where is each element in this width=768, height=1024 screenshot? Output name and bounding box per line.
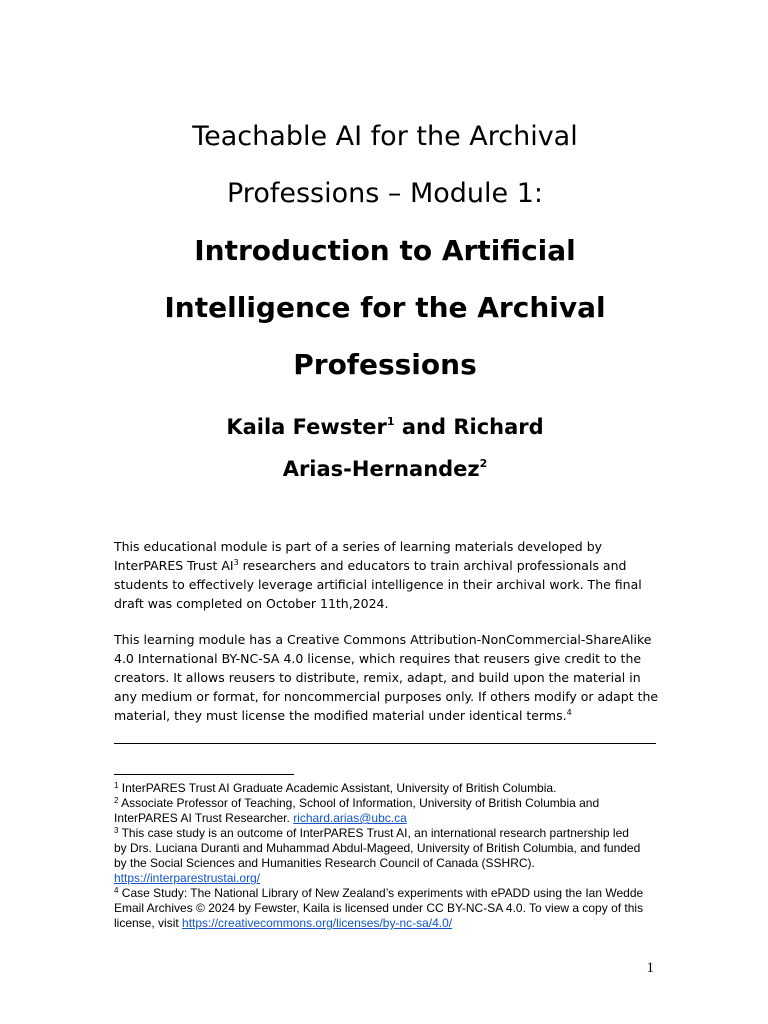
license-footnote-mark: 4 [566, 708, 572, 717]
author-1-footnote-mark: 1 [386, 415, 395, 428]
subtitle-line-2: Intelligence for the Archival [164, 291, 606, 324]
authors-line-1 [114, 406, 656, 448]
footnote-1-text: InterPARES Trust AI Graduate Academic Assistant, University of British Columbia. [118, 781, 557, 795]
footnote-separator [114, 774, 294, 775]
intro-paragraph [114, 537, 662, 613]
footnote-2-text: Associate Professor of Teaching, School of Information, University of British Columbia and InterPARES AI Trust Researcher. [114, 796, 600, 825]
footnote-3 [114, 826, 644, 886]
horizontal-rule [114, 743, 656, 744]
subtitle-line-3: Professions [293, 348, 477, 381]
subtitle-line-1: Introduction to Artificial [194, 234, 576, 267]
intro-footnote-mark: 3 [233, 558, 239, 567]
page-number: 1 [646, 960, 654, 976]
authors [114, 406, 656, 490]
footnote-1 [114, 781, 644, 796]
footnotes [114, 781, 644, 931]
authors-line-2 [114, 448, 656, 490]
intro-paragraph-part-2: researchers and educators to train archival professionals and students to effectively leverage artificial intelligence in their archival work. The final draft was completed on October 11th,2024. [114, 558, 642, 611]
title-line-2: Professions – Module 1: [227, 178, 543, 209]
author-2-name: Arias-Hernandez [282, 457, 480, 481]
footnote-4-text: Case Study: The National Library of New Zealand’s experiments with ePADD using the Ian Wedde Email Archives © 2024 by Fewster, Kaila is licensed under CC BY-NC-SA 4.0. To view a copy of this license, visit [114, 886, 644, 930]
footnote-4-mark: 4 [114, 886, 119, 895]
footnote-3-text: This case study is an outcome of InterPARES Trust AI, an international research partnership led by Drs. Luciana Duranti and Muhammad Abdul-Mageed, University of British Columbia, and funded by the Social Sciences and Humanities Research Council of Canada (SSHRC). [114, 826, 641, 870]
authors-connector: and Richard [394, 415, 544, 439]
license-paragraph-text: This learning module has a Creative Commons Attribution-NonCommercial-ShareAlike 4.0 International BY-NC-SA 4.0 license, which requires that reusers give credit to the creators. It allows reusers to distribute, remix, adapt, and build upon the material in any medium or format, for noncommercial purposes only. If others modify or adapt the material, they must license the modified material under identical terms. [114, 632, 659, 723]
author-2-footnote-mark: 2 [479, 457, 488, 470]
footnote-2-mark: 2 [114, 796, 119, 805]
author-1-name: Kaila Fewster [226, 415, 387, 439]
intro-paragraph-part-1: This educational module is part of a series of learning materials developed by InterPARES Trust AI [114, 539, 603, 573]
email-link[interactable]: richard.arias@ubc.ca [293, 811, 407, 825]
footnote-1-mark: 1 [114, 781, 119, 790]
interpares-link[interactable]: https://interparestrustai.org/ [114, 871, 261, 885]
footnote-4 [114, 886, 644, 931]
license-paragraph [114, 630, 662, 725]
title-block [114, 108, 656, 393]
footnote-3-mark: 3 [114, 826, 119, 835]
creative-commons-link[interactable]: https://creativecommons.org/licenses/by-nc-sa/4.0/ [182, 916, 453, 930]
footnote-2 [114, 796, 644, 826]
title-line-1: Teachable AI for the Archival [192, 121, 578, 152]
